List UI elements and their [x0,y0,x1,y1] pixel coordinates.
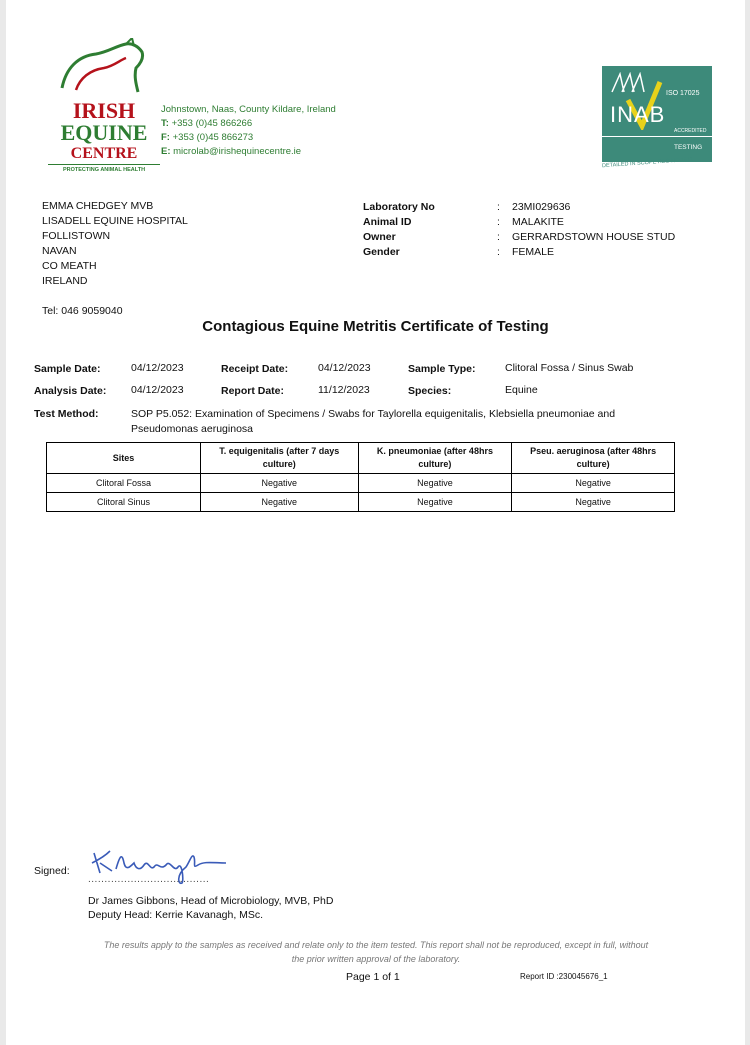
recipient-line: IRELAND [42,275,88,287]
signed-label: Signed: [34,865,70,877]
email-value: microlab@irishequinecentre.ie [173,146,302,157]
table-row [47,493,675,512]
signatory-line-1: Dr James Gibbons, Head of Microbiology, MVB, PhD [88,895,334,907]
colon: : [497,246,500,258]
owner-label: Owner [363,231,396,243]
receipt-date-label: Receipt Date: [221,363,289,375]
fax-label: F: [161,132,170,143]
colon: : [497,201,500,213]
receipt-date-value: 04/12/2023 [318,362,371,374]
owner-value: GERRARDSTOWN HOUSE STUD [512,231,676,243]
logo-tagline: PROTECTING ANIMAL HEALTH [62,167,146,173]
email-label: E: [161,146,171,157]
table-cell: Negative [512,493,675,512]
animal-id-label: Animal ID [363,216,412,228]
inab-accredited: ACCREDITED [674,128,707,134]
results-table [46,442,675,512]
fax-value: +353 (0)45 866273 [172,132,254,143]
address-line: Johnstown, Naas, County Kildare, Ireland [161,104,336,115]
recipient-tel: Tel: 046 9059040 [42,305,123,317]
fax-line [161,131,336,145]
page-number: Page 1 of 1 [346,971,400,983]
col-header-k-pneumoniae: K. pneumoniae (after 48hrs culture) [358,443,512,474]
recipient-line: NAVAN [42,245,77,257]
certificate-page [6,0,745,1045]
colon: : [497,216,500,228]
table-cell: Negative [358,474,512,493]
phone-line [161,117,336,131]
horse-logo-icon [56,38,148,98]
table-cell: Negative [201,493,359,512]
sample-date-label: Sample Date: [34,363,101,375]
col-header-sites: Sites [47,443,201,474]
table-cell: Negative [201,474,359,493]
signature-dots: ..................................... [88,874,210,885]
animal-info-values [512,200,675,260]
colon: : [497,231,500,243]
signatory-line-2: Deputy Head: Kerrie Kavanagh, MSc. [88,909,264,921]
animal-info-labels [363,200,435,260]
recipient-line: CO MEATH [42,260,97,272]
logo-line-centre: CENTRE [70,145,138,162]
report-date-value: 11/12/2023 [318,384,370,396]
certificate-title: Contagious Equine Metritis Certificate of Testing [202,318,549,335]
analysis-date-label: Analysis Date: [34,385,107,397]
email-line [161,145,336,159]
logo-line-equine: EQUINE [60,120,148,145]
report-id: Report ID :230045676_1 [520,972,608,981]
logo-line-irish: IRISH [72,98,136,123]
table-cell: Clitoral Sinus [47,493,201,512]
lab-no-label: Laboratory No [363,201,435,213]
sample-date-value: 04/12/2023 [131,362,184,374]
animal-id-value: MALAKITE [512,216,564,228]
animal-info-colons [497,200,500,260]
lab-no-value: 23MI029636 [512,201,571,213]
inab-scope: DETAILED IN SCOPE REG NO.151T [601,156,694,170]
report-date-label: Report Date: [221,385,285,397]
analysis-date-value: 04/12/2023 [131,384,184,396]
table-cell: Clitoral Fossa [47,474,201,493]
table-cell: Negative [512,474,675,493]
species-value: Equine [505,384,538,396]
test-method-line-1: SOP P5.052: Examination of Specimens / Swabs for Taylorella equigenitalis, Klebsiella pneumoniae and [131,408,616,420]
logo-divider [48,164,160,165]
contact-block [161,103,336,159]
phone-label: T: [161,118,169,129]
col-header-t-equigenitalis: T. equigenitalis (after 7 days culture) [201,443,359,474]
species-label: Species: [408,385,452,397]
gender-value: FEMALE [512,246,555,258]
inab-testing: TESTING [674,144,703,151]
inab-iso: ISO 17025 [666,90,700,97]
test-method-label: Test Method: [34,408,99,420]
recipient-line: FOLLISTOWN [42,230,111,242]
disclaimer-line-2: the prior written approval of the laboratory. [291,954,461,964]
recipient-address [42,199,188,289]
gender-label: Gender [363,246,400,258]
recipient-line: EMMA CHEDGEY MVB [42,200,154,212]
table-header-row [47,443,675,474]
disclaimer [61,938,691,966]
col-header-pseu-aeruginosa: Pseu. aeruginosa (after 48hrs culture) [512,443,675,474]
table-row [47,474,675,493]
test-method-line-2: Pseudomonas aeruginosa [131,423,254,435]
disclaimer-line-1: The results apply to the samples as received and relate only to the item tested. This report shall not be reproduced, except in full, without [103,940,649,950]
phone-value: +353 (0)45 866266 [171,118,253,129]
inab-brand: INAB [610,102,666,127]
sample-type-value: Clitoral Fossa / Sinus Swab [505,362,634,374]
table-cell: Negative [358,493,512,512]
inab-accreditation-badge [602,66,712,162]
inab-divider [602,136,712,137]
recipient-line: LISADELL EQUINE HOSPITAL [42,215,188,227]
sample-type-label: Sample Type: [408,363,476,375]
